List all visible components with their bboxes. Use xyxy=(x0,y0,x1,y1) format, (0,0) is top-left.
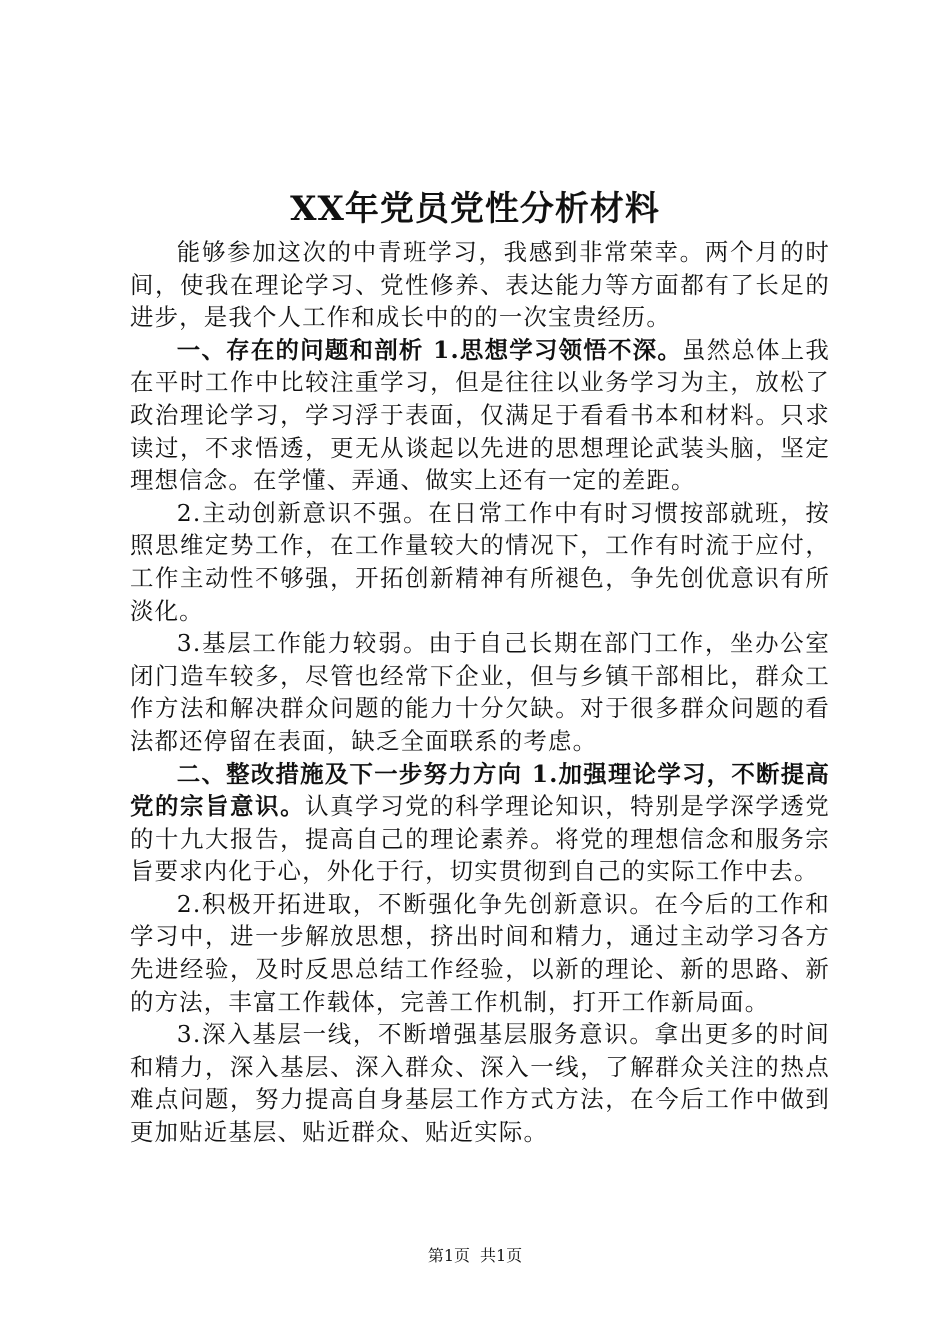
page-number: 第1页 xyxy=(427,1246,470,1265)
paragraph-text: 认真学习党的科学理论知识，特别是学深学透党的十九大报告，提高自己的理论素养。将党的理想信念和服务宗旨要求内化于心，外化于行，切实贯彻到自己的实际工作中去。 xyxy=(130,792,830,886)
page-footer xyxy=(0,1244,950,1268)
paragraph-text: 虽然总体上我在平时工作中比较注重学习，但是往往以业务学习为主，放松了政治理论学习，学习浮于表面，仅满足于看看书本和材料。只求读过，不求悟透，更无从谈起以先进的思想理论武装头脑，坚定理想信念。在学懂、弄通、做实上还有一定的差距。 xyxy=(130,335,830,495)
paragraph-text: 3.深入基层一线，不断增强基层服务意识。拿出更多的时间和精力，深入基层、深入群众、深入一线，了解群众关注的热点难点问题，努力提高自身基层工作方式方法，在今后工作中做到更加贴近基层、贴近群众、贴近实际。 xyxy=(130,1020,830,1147)
page-total: 共1页 xyxy=(480,1246,523,1265)
paragraph-text: 2.主动创新意识不强。在日常工作中有时习惯按部就班，按照思维定势工作，在工作量较大的情况下，工作有时流于应付，工作主动性不够强，开拓创新精神有所褪色，争先创优意识有所淡化。 xyxy=(130,498,830,625)
section-heading: 一、存在的问题和剖析 1.思想学习领悟不深。 xyxy=(176,335,683,364)
paragraph-item-1-2 xyxy=(130,497,830,627)
paragraph-item-2-3 xyxy=(130,1018,830,1148)
paragraph-section-1 xyxy=(130,334,830,497)
paragraph-item-2-2 xyxy=(130,888,830,1018)
paragraph-text: 3.基层工作能力较弱。由于自己长期在部门工作，坐办公室闭门造车较多，尽管也经常下企业，但与乡镇干部相比，群众工作方法和解决群众问题的能力十分欠缺。对于很多群众问题的看法都还停留在表面，缺乏全面联系的考虑。 xyxy=(130,629,830,755)
document-body xyxy=(130,236,830,1149)
paragraph-intro xyxy=(130,236,830,334)
paragraph-text: 2.积极开拓进取，不断强化争先创新意识。在今后的工作和学习中，进一步解放思想，挤出时间和精力，通过主动学习各方先进经验，及时反思总结工作经验，以新的理论、新的思路、新的方法，丰富工作载体，完善工作机制，打开工作新局面。 xyxy=(130,889,830,1016)
document-title: XX年党员党性分析材料 xyxy=(290,189,660,229)
paragraph-text: 能够参加这次的中青班学习，我感到非常荣幸。两个月的时间，使我在理论学习、党性修养、表达能力等方面都有了长足的进步，是我个人工作和成长中的的一次宝贵经历。 xyxy=(130,238,830,332)
paragraph-section-2 xyxy=(130,758,830,888)
section-heading: 二、整改措施及下一步努力方向 1.加强理论学习，不断提高党的宗旨意识。 xyxy=(130,759,830,821)
paragraph-item-1-3 xyxy=(130,627,830,757)
